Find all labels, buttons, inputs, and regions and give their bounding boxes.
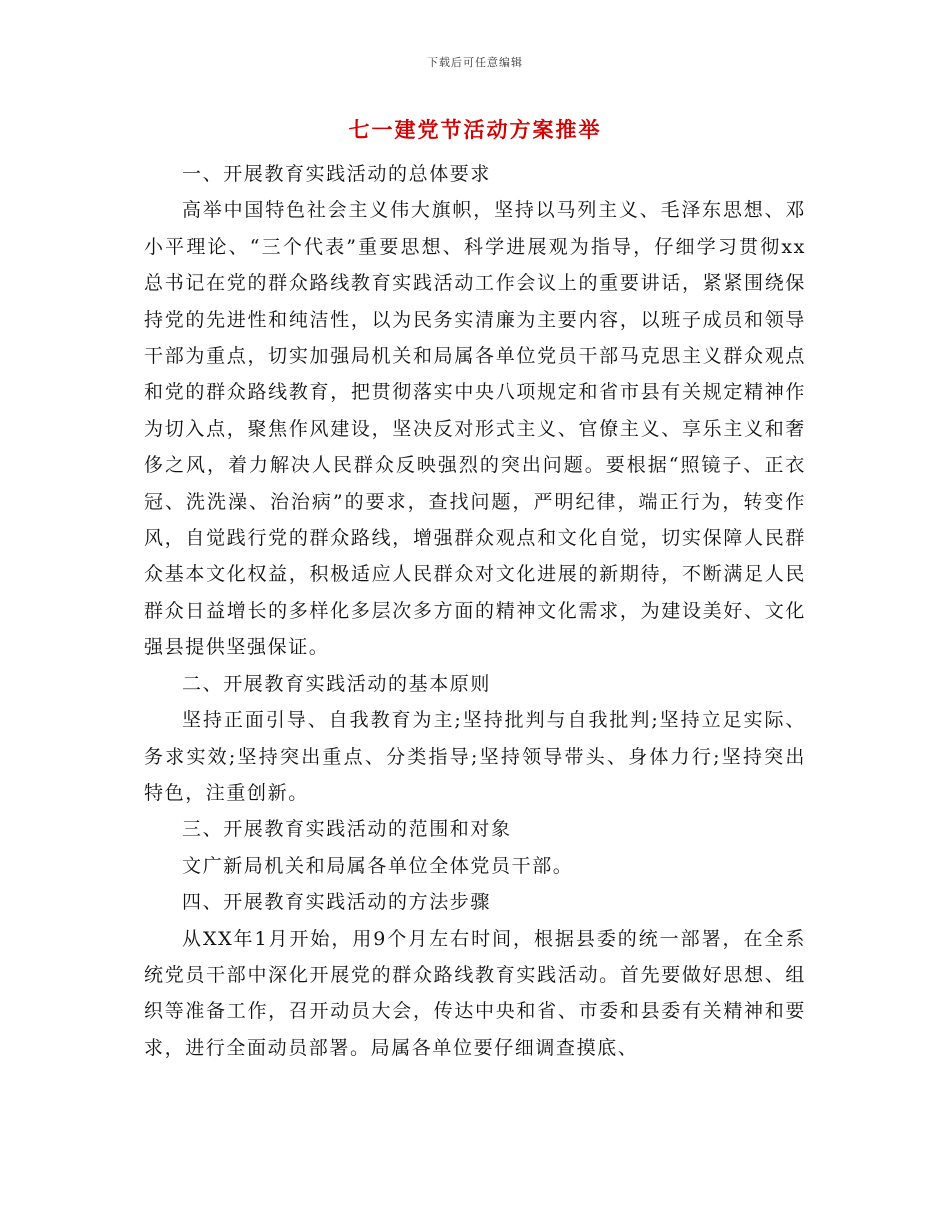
paragraph-general-requirements: 高举中国特色社会主义伟大旗帜，坚持以马列主义、毛泽东思想、邓小平理论、“三个代表”重要思想、科学进展观为指导，仔细学习贯彻xx总书记在党的群众路线教育实践活动工作会议上的重要讲话，紧紧围绕保持党的先进性和纯洁性，以为民务实清廉为主要内容，以班子成员和领导干部为重点，切实加强局机关和局属各单位党员干部马克思主义群众观点和党的群众路线教育，把贯彻落实中央八项规定和省市县有关规定精神作为切入点，聚焦作风建设，坚决反对形式主义、官僚主义、享乐主义和奢侈之风，着力解决人民群众反映强烈的突出问题。要根据“照镜子、正衣冠、洗洗澡、治治病”的要求，查找问题，严明纪律，端正行为，转变作风，自觉践行党的群众路线，增强群众观点和文化自觉，切实保障人民群众基本文化权益，积极适应人民群众对文化进展的新期待，不断满足人民群众日益增长的多样化多层次多方面的精神文化需求，为建设美好、文化强县提供坚强保证。 (144, 199, 806, 659)
paragraph-scope: 文广新局机关和局属各单位全体党员干部。 (182, 854, 574, 877)
paragraph-method-steps: 从XX年1月开始，用9个月左右时间，根据县委的统一部署，在全系统党员干部中深化开展党的群众路线教育实践活动。首先要做好思想、组织等准备工作，召开动员大会，传达中央和省、市委和县委有关精神和要求，进行全面动员部署。局属各单位要仔细调查摸底、 (144, 927, 806, 1059)
document-body (144, 156, 806, 1066)
page-header-note: 下载后可任意编辑 (427, 56, 523, 69)
document-title: 七一建党节活动方案推举 (348, 117, 602, 142)
section-heading-1: 一、开展教育实践活动的总体要求 (182, 163, 492, 185)
section-heading-2: 二、开展教育实践活动的基本原则 (182, 672, 492, 695)
section-heading-3: 三、开展教育实践活动的范围和对象 (182, 818, 512, 841)
section-heading-4: 四、开展教育实践活动的方法步骤 (182, 891, 492, 914)
paragraph-basic-principles: 坚持正面引导、自我教育为主;坚持批判与自我批判;坚持立足实际、务求实效;坚持突出重点、分类指导;坚持领导带头、身体力行;坚持突出特色，注重创新。 (144, 709, 806, 804)
